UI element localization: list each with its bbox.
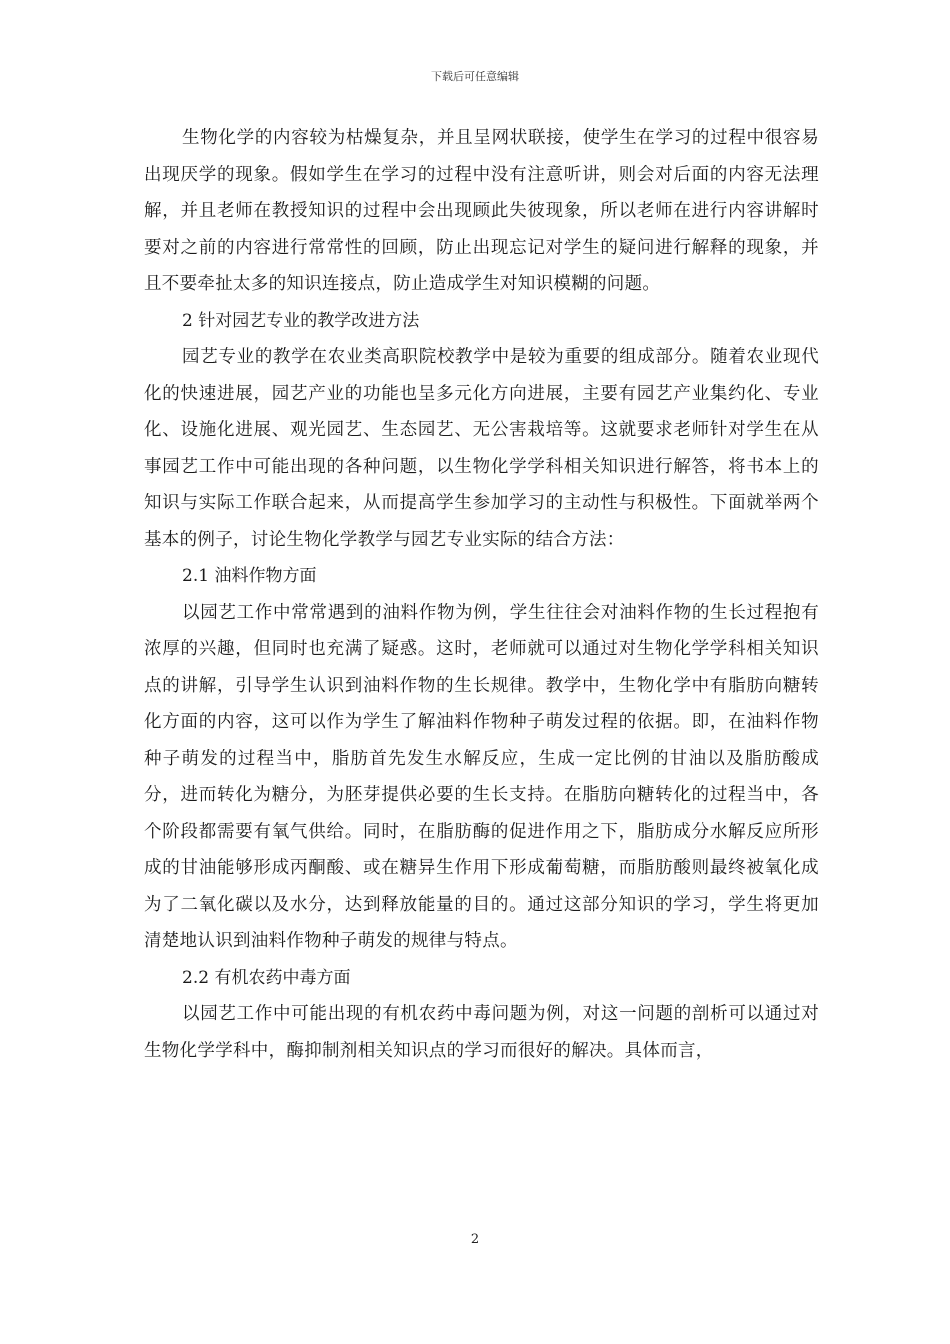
section-heading-2: 2 针对园艺专业的教学改进方法 xyxy=(182,310,420,331)
document-body xyxy=(144,120,819,1069)
subsection-heading-2-1: 2.1 油料作物方面 xyxy=(182,566,317,586)
paragraph-intro: 生物化学的内容较为枯燥复杂，并且呈网状联接，使学生在学习的过程中很容易出现厌学的现象。假如学生在学习的过程中没有注意听讲，则会对后面的内容无法理解，并且老师在教授知识的过程中会出现顾此失彼现象，所以老师在进行内容讲解时要对之前的内容进行常常性的回顾，防止出现忘记对学生的疑问进行解释的现象，并且不要牵扯太多的知识连接点，防止造成学生对知识模糊的问题。 xyxy=(144,128,819,294)
paragraph-pesticide: 以园艺工作中可能出现的有机农药中毒问题为例，对这一问题的剖析可以通过对生物化学学科中，酶抑制剂相关知识点的学习而很好的解决。具体而言， xyxy=(144,1004,819,1061)
page-header: 下载后可任意编辑 xyxy=(431,70,519,83)
page-number: 2 xyxy=(470,1232,480,1247)
subsection-heading-2-2: 2.2 有机农药中毒方面 xyxy=(182,967,351,988)
paragraph-oil-crops: 以园艺工作中常常遇到的油料作物为例，学生往往会对油料作物的生长过程抱有浓厚的兴趣，但同时也充满了疑惑。这时，老师就可以通过对生物化学学科相关知识点的讲解，引导学生认识到油料作物的生长规律。教学中，生物化学中有脂肪向糖转化方面的内容，这可以作为学生了解油料作物种子萌发过程的依据。即，在油料作物种子萌发的过程当中，脂肪首先发生水解反应，生成一定比例的甘油以及脂肪酸成分，进而转化为糖分，为胚芽提供必要的生长支持。在脂肪向糖转化的过程当中，各个阶段都需要有氧气供给。同时，在脂肪酶的促进作用之下，脂肪成分水解反应所形成的甘油能够形成丙酮酸、或在糖异生作用下形成葡萄糖，而脂肪酸则最终被氧化成为了二氧化碳以及水分，达到释放能量的目的。通过这部分知识的学习，学生将更加清楚地认识到油料作物种子萌发的规律与特点。 xyxy=(144,602,819,951)
paragraph-horticulture: 园艺专业的教学在农业类高职院校教学中是较为重要的组成部分。随着农业现代化的快速进展，园艺产业的功能也呈多元化方向进展，主要有园艺产业集约化、专业化、设施化进展、观光园艺、生态园艺、无公害栽培等。这就要求老师针对学生在从事园艺工作中可能出现的各种问题，以生物化学学科相关知识进行解答，将书本上的知识与实际工作联合起来，从而提高学生参加学习的主动性与积极性。下面就举两个基本的例子，讨论生物化学教学与园艺专业实际的结合方法： xyxy=(144,347,819,550)
